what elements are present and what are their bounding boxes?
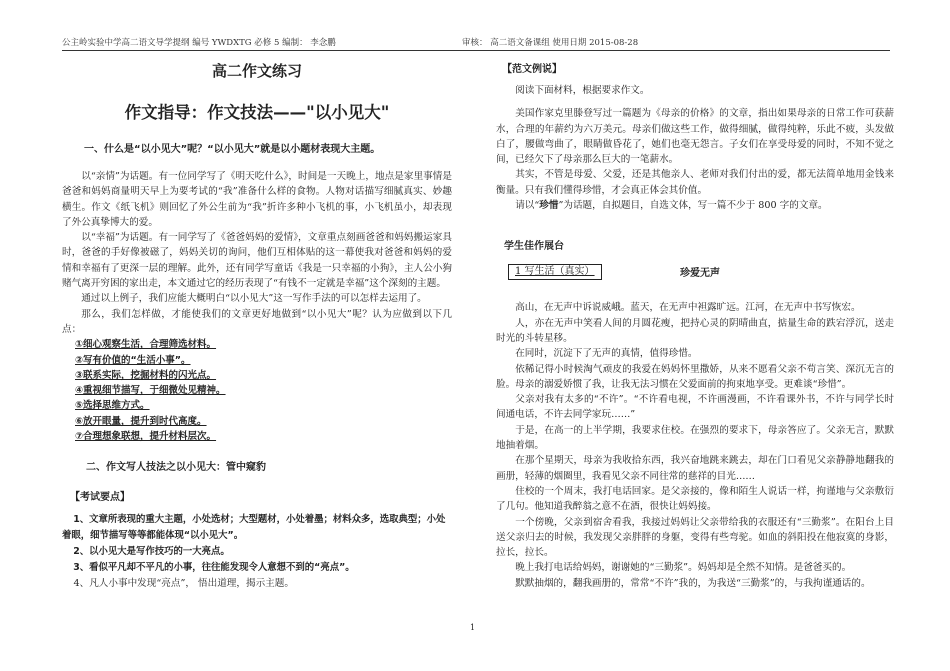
- essay-title: 珍爱无声: [680, 268, 720, 280]
- prompt-paragraph: 请以“珍惜”为话题，自拟题目，自选文体，写一篇不少于 800 字的文章。: [515, 200, 828, 212]
- material-paragraph-2: 其实，不管是母爱、父爱，还是其他亲人、老师对我们付出的爱，都无法简单地用金钱来衡量。只有我们懂得珍惜，才会真正体会其价值。: [496, 169, 894, 196]
- showcase-heading: 学生佳作展台: [504, 241, 564, 253]
- header-left: 公主岭实验中学高二语文导学提纲 编号 YWDXTG 必修 5 编制： 李念鹏: [62, 38, 336, 48]
- right-column: [496, 58, 894, 591]
- list-item: ④重视细节描写，于细微处见精神。: [75, 385, 226, 397]
- essay-paragraph: 在同时，沉淀下了无声的真情，值得珍惜。: [515, 348, 698, 360]
- paragraph-4: 那么，我们怎样做，才能使我们的文章更好地做到“以小见大”呢？认为应做到以下几点：: [62, 308, 452, 335]
- paragraph-1: 以“亲情”为话题。有一位同学写了《明天吃什么》，时间是一天晚上，地点是家里事情是爸爸和妈妈商量明天早上为要考试的“我”准备什么样的食物。人物对话描写细腻真实、妙趣横生。作文《纸飞机》则回忆了外公生前为“我”折许多种小飞机的事，小飞机虽小，却表现了外公真挚博大的爱。: [62, 171, 452, 228]
- category-tag: 1 写生活（真实）: [508, 264, 602, 280]
- essay-paragraph: 在那个星期天，母亲为我收拾东西，我兴奋地跳来跳去，却在门口看见父亲静静地翻我的画册，轻薄的烟圈里，我看见父亲不同往常的慈祥的目光……: [496, 455, 894, 482]
- exam-heading: 【考试要点】: [70, 492, 130, 504]
- doc-title: 高二作文练习: [211, 62, 302, 80]
- left-column: [62, 58, 452, 592]
- prompt-keyword: 珍惜: [539, 200, 559, 212]
- exam-point-1: 1、文章所表现的重大主题，小处选材；大型题材，小处着墨；材料众多，选取典型；小处着眼，细节描写等等都能体现“以小见大”。: [62, 514, 446, 542]
- essay-paragraph: 父亲对我有太多的“不许”。“不许看电视，不许画漫画，不许看课外书，不许与同学长时间通电话，不许去同学家玩……”: [496, 394, 894, 421]
- section-heading-1: 一、什么是“以小见大”呢？“以小见大”就是以小题材表现大主题。: [84, 144, 381, 155]
- page-header: [62, 36, 890, 50]
- exam-point-3: 3、看似平凡却不平凡的小事，往往能发现令人意想不到的“亮点”。: [73, 562, 355, 574]
- list-item: ①细心观察生活，合理筛选材料。: [75, 339, 217, 351]
- list-item: ⑥放开眼量，提升到时代高度。: [75, 415, 207, 427]
- essay-paragraph: 人，亦在无声中笑看人间的月圆花瘦，把持心灵的阴晴曲直，掂量生命的跌宕浮沉，送走时光的斗转星移。: [496, 317, 894, 344]
- list-item: ③联系实际，挖掘材料的闪光点。: [75, 369, 217, 381]
- doc-subtitle: 作文指导：作文技法——"以小见大": [124, 103, 390, 122]
- essay-paragraph: 于是，在高一的上半学期，我要求住校。在强烈的要求下，母亲答应了。父亲无言，默默地抽着烟。: [496, 424, 894, 452]
- list-item: ⑦合理想象联想，提升材料层次。: [75, 431, 217, 443]
- points-list: [75, 337, 452, 444]
- list-item: ②写有价值的“生活小事”。: [75, 354, 191, 366]
- essay-paragraph: 住校的一个周末，我打电话回家。是父亲接的，像和陌生人说话一样，拘谨地与父亲敷衍了几句。他知道我醉翁之意不在酒，很快让妈妈接。: [496, 485, 894, 513]
- page-number: 1: [470, 623, 476, 632]
- intro-text: 阅读下面材料，根据要求作文。: [515, 85, 650, 96]
- essay-paragraph: 一个傍晚，父亲到宿舍看我，我接过妈妈让父亲带给我的衣服还有“三勤浆”。在阳台上目送父亲归去的时候，我发现父亲胖胖的身躯，变得有些弯驼。如血的斜阳投在他寂寞的身影，拉长，拉长。: [496, 516, 894, 559]
- list-item: ⑤选择思维方式。: [75, 400, 150, 412]
- material-paragraph-1: 美国作家克里滕登写过一篇题为《母亲的价格》的文章，指出如果母亲的日常工作可获薪水，合理的年薪约为六万美元。母亲们做这些工作，做得细腻，做得纯粹，乐此不疲，头发做白了，腰做弯曲了，眼睛做昏花了，她们也毫无怨言。子女们在享受母爱的同时，不知不觉之间，已经欠下了母亲那么巨大的一笔薪水。: [496, 108, 894, 166]
- example-heading: 【范文例说】: [502, 64, 562, 75]
- header-divider: [62, 50, 890, 51]
- essay-paragraph: 依稀记得小时候淘气顽皮的我爱在妈妈怀里撒娇，从来不愿看父亲不苟言笑、深沉无言的脸。母亲的溺爱娇惯了我，让我无法习惯在父爱面前的拘束地享受。更难谈“珍惜”。: [496, 363, 894, 390]
- paragraph-3: 通过以上例子，我们应能大概明白“以小见大”这一写作手法的可以怎样去运用了。: [81, 293, 427, 305]
- essay-paragraph: 晚上我打电话给妈妈，谢谢她的“三勤浆”。妈妈却是全然不知情。是爸爸买的。: [515, 562, 852, 574]
- header-right: 审核： 高二语文备课组 使用日期 2015-08-28: [462, 38, 639, 48]
- essay-tag-row: [496, 262, 894, 282]
- essay-paragraph: 默默抽烟的，翻我画册的，常常“不许”我的，为我送“三勤浆”的，与我拘谨通话的。: [515, 577, 871, 589]
- essay-paragraph: 高山，在无声中诉说威峨。蓝天，在无声中袒露旷远。江河，在无声中书写恢宏。: [515, 302, 861, 314]
- section-heading-2: 二、作文写人技法之以小见大：管中窥豹: [86, 462, 266, 474]
- exam-point-2: 2、以小见大是写作技巧的一大亮点。: [73, 546, 230, 558]
- exam-point-4: 4、凡人小事中发现“亮点”， 悟出道理，揭示主题。: [73, 578, 294, 590]
- paragraph-2: 以“幸福”为话题。有一同学写了《爸爸妈妈的爱情》，文章重点刻画爸爸和妈妈搬运家具时，爸爸的手好像被磁了，妈妈关切的询问，他们互相体贴的这一幕使我对爸爸和妈妈的爱情和幸福有了更深一层的理解。此外，还有同学写童话《我是一只幸福的小狗》，主人公小狗赌气离开穷困的家出走，本文通过它的经历表现了“有钱不一定就是幸福”这个深刻的主题。: [62, 232, 452, 290]
